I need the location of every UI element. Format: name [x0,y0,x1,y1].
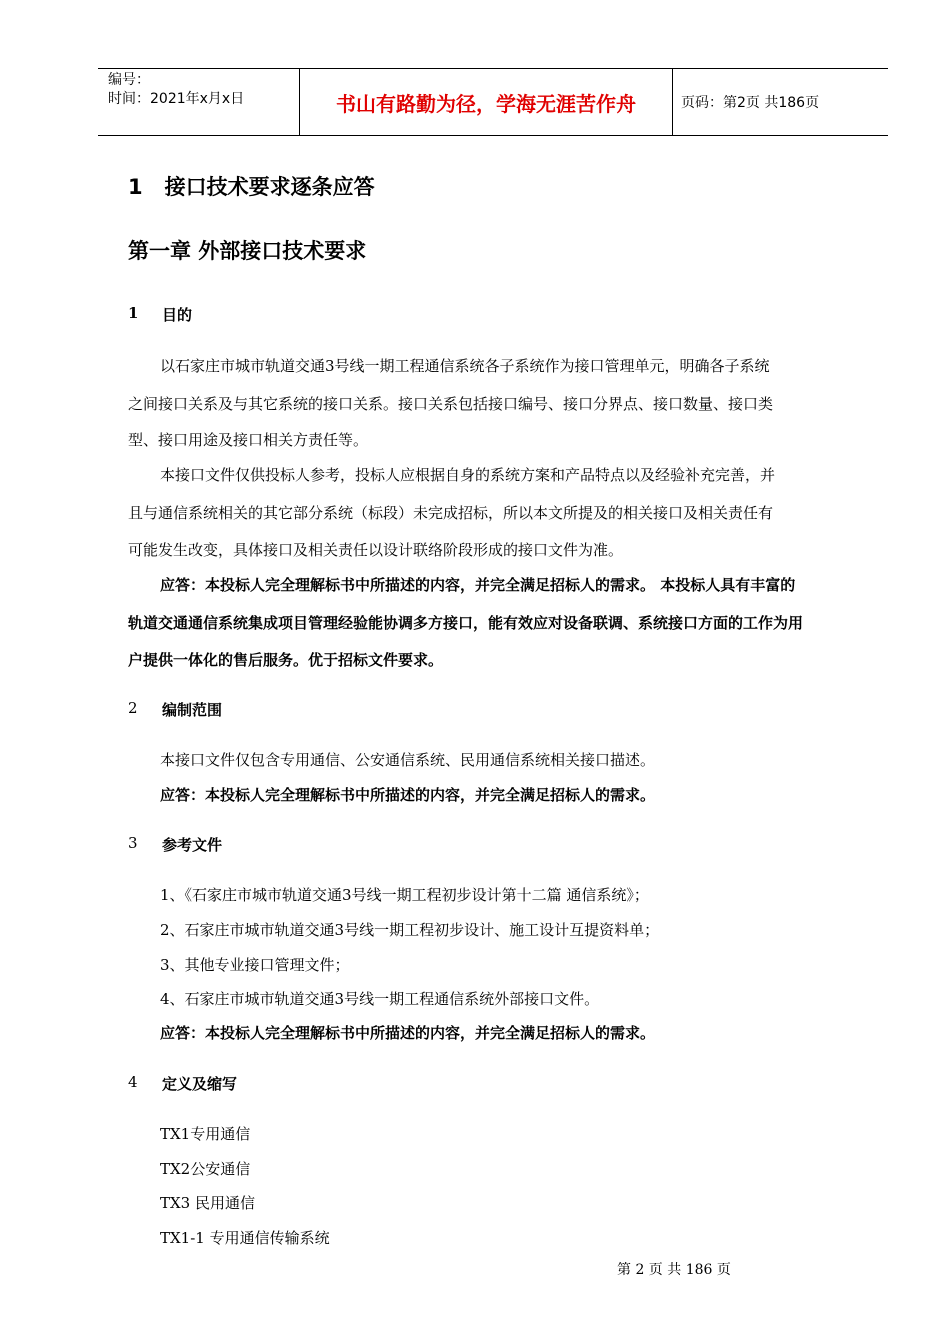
s4-list-item: TX1专用通信 [160,1125,251,1143]
s2-number: 2 [128,699,138,717]
section-title [128,171,375,201]
s4-list-item: TX1-1 专用通信传输系统 [160,1229,330,1247]
s1-answer-line: 应答：本投标人完全理解标书中所描述的内容，并完全满足招标人的需求。 本投标人具有丰富的 [160,576,796,594]
s3-list-item: 2、石家庄市城市轨道交通3号线一期工程初步设计、施工设计互提资料单； [160,921,660,939]
header-motto: 书山有路勤为径，学海无涯苦作舟 [300,69,673,135]
s1-paragraph-line: 之间接口关系及与其它系统的接口关系。接口关系包括接口编号、接口分界点、接口数量、接口类 [128,395,774,413]
chapter-title: 第一章 外部接口技术要求 [128,239,367,263]
header-page-info: 页码：第2页 共186页 [681,95,820,111]
s4-number: 4 [128,1073,138,1091]
s1-paragraph-line: 本接口文件仅供投标人参考，投标人应根据自身的系统方案和产品特点以及经验补充完善，并 [160,466,776,484]
s3-list-item: 1、《石家庄市城市轨道交通3号线一期工程初步设计第十二篇 通信系统》； [160,886,649,904]
section-title-text: 接口技术要求逐条应答 [164,175,375,199]
s1-number: 1 [128,304,139,322]
s4-list-item: TX2公安通信 [160,1160,251,1178]
section-number: 1 [128,175,143,199]
s2-heading: 编制范围 [162,701,223,719]
s1-answer-line: 轨道交通通信系统集成项目管理经验能协调多方接口，能有效应对设备联调、系统接口方面的工作为用 [128,614,804,632]
header-time-label: 时间：2021年x月x日 [108,91,245,107]
header-number-label: 编号： [108,72,150,88]
s3-list-item: 3、其他专业接口管理文件； [160,956,350,974]
s2-paragraph: 本接口文件仅包含专用通信、公安通信系统、民用通信系统相关接口描述。 [160,751,656,769]
s1-paragraph-line: 以石家庄市城市轨道交通3号线一期工程通信系统各子系统作为接口管理单元，明确各子系统 [160,357,770,375]
s4-heading: 定义及缩写 [162,1075,238,1093]
s3-heading: 参考文件 [162,836,223,854]
s1-heading: 目的 [162,306,193,324]
page-footer: 第 2 页 共 186 页 [617,1262,731,1278]
s3-answer: 应答：本投标人完全理解标书中所描述的内容，并完全满足招标人的需求。 [160,1024,656,1042]
s3-list-item: 4、石家庄市城市轨道交通3号线一期工程通信系统外部接口文件。 [160,990,600,1008]
s3-number: 3 [128,834,138,852]
s2-answer: 应答：本投标人完全理解标书中所描述的内容，并完全满足招标人的需求。 [160,786,656,804]
s4-list-item: TX3 民用通信 [160,1194,255,1212]
s1-paragraph-line: 且与通信系统相关的其它部分系统（标段）未完成招标，所以本文所提及的相关接口及相关责任有 [128,504,774,522]
page-header [98,68,888,136]
s1-paragraph-line: 型、接口用途及接口相关方责任等。 [128,431,369,449]
s1-answer-line: 户提供一体化的售后服务。优于招标文件要求。 [128,651,444,669]
s1-paragraph-line: 可能发生改变，具体接口及相关责任以设计联络阶段形成的接口文件为准。 [128,541,624,559]
header-meta-cell [98,69,300,135]
